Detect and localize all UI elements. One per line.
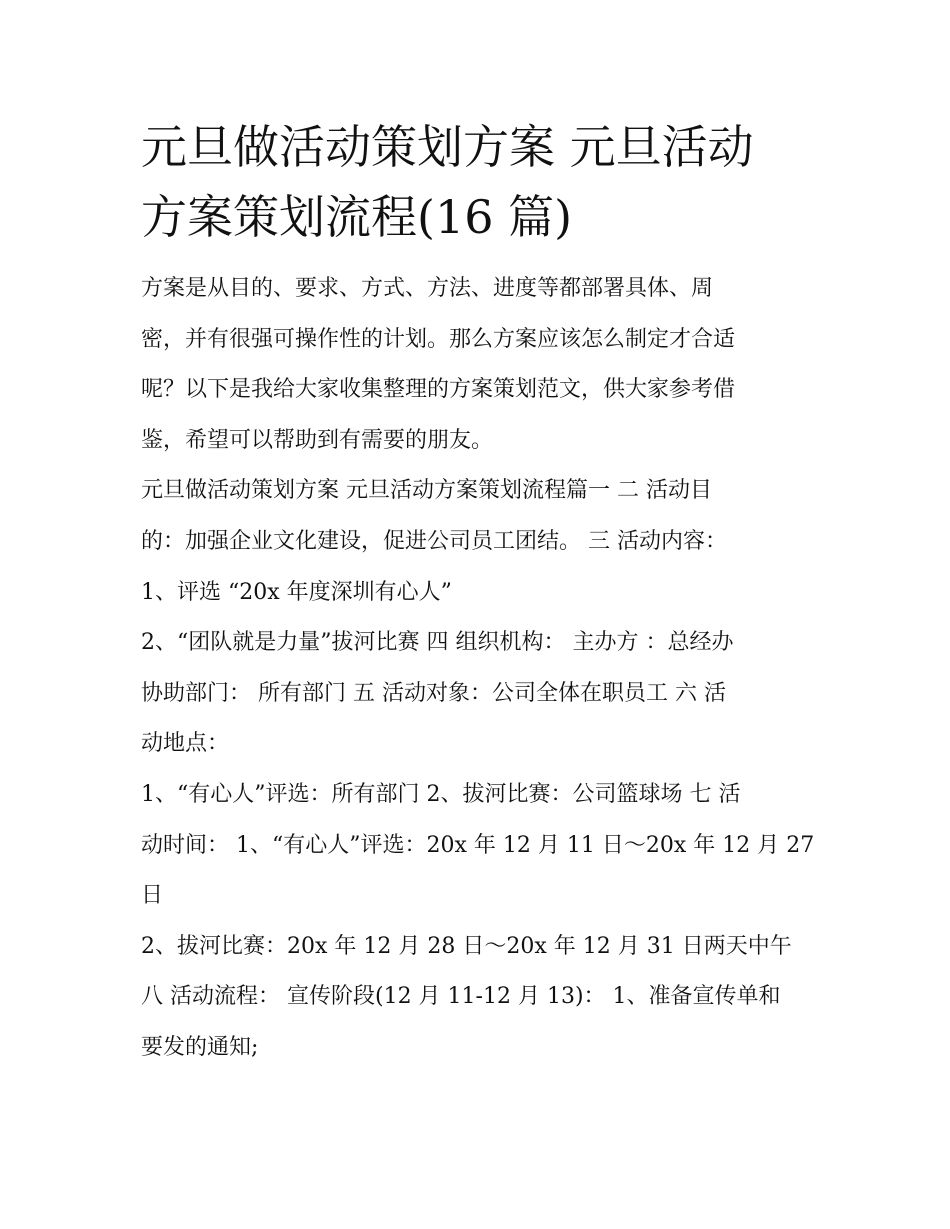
body-line: 2、拔河比赛：20x 年 12 月 28 日～20x 年 12 月 31 日两天中午	[141, 933, 792, 959]
body-line: 呢？以下是我给大家收集整理的方案策划范文，供大家参考借	[141, 377, 736, 403]
body-line: 日	[141, 883, 164, 909]
body-line: 要发的通知;	[141, 1034, 259, 1060]
document-content	[141, 112, 816, 1074]
body-line: 八 活动流程： 宣传阶段(12 月 11-12 月 13)： 1、准备宣传单和	[141, 984, 781, 1010]
body-line: 2、“团队就是力量”拔河比赛 四 组织机构： 主办方 ：总经办	[141, 630, 734, 656]
body-line: 方案是从目的、要求、方式、方法、进度等都部署具体、周	[141, 276, 714, 301]
document-body	[141, 264, 816, 1074]
body-line: 密，并有很强可操作性的计划。那么方案应该怎么制定才合适	[141, 326, 736, 352]
body-line: 动地点：	[141, 731, 230, 757]
body-line: 1、“有心人”评选：所有部门 2、拔河比赛：公司篮球场 七 活	[141, 781, 741, 807]
title-line: 方案策划流程(16 篇)	[141, 190, 573, 244]
body-line: 协助部门： 所有部门 五 活动对象：公司全体在职员工 六 活	[141, 680, 726, 706]
body-line: 1、评选 “20x 年度深圳有心人”	[141, 579, 452, 605]
body-line: 元旦做活动策划方案 元旦活动方案策划流程篇一 二 活动目	[141, 478, 712, 504]
document-title	[141, 112, 816, 252]
body-line: 动时间： 1、“有心人”评选：20x 年 12 月 11 日～20x 年 12 月 27	[141, 832, 815, 858]
body-line: 鉴，希望可以帮助到有需要的朋友。	[141, 427, 494, 453]
body-line: 的：加强企业文化建设，促进公司员工团结。 三 活动内容：	[141, 528, 727, 554]
title-line: 元旦做活动策划方案 元旦活动	[141, 120, 754, 174]
